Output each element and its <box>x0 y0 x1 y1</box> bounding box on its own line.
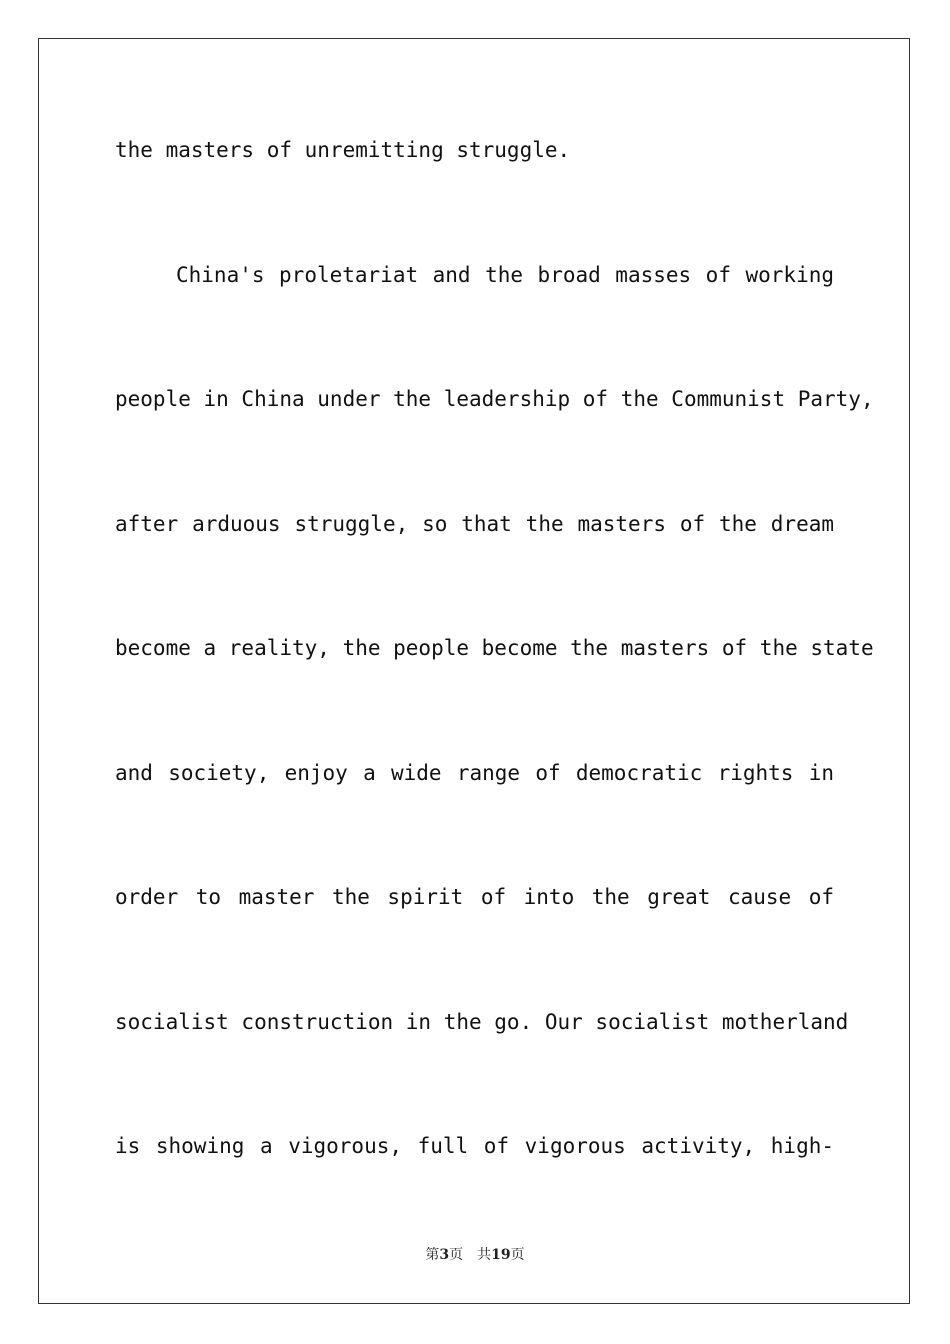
text-line: order to master the spirit of into the great cause of <box>115 885 834 909</box>
text-line: socialist construction in the go. Our socialist motherland <box>115 1010 849 1034</box>
text-line: the masters of unremitting struggle. <box>115 138 571 162</box>
footer-page-suffix: 页 <box>449 1247 464 1263</box>
footer-page-number: 3 <box>439 1247 450 1263</box>
text-line: and society, enjoy a wide range of democratic rights in <box>115 761 834 785</box>
page-footer <box>0 1246 950 1264</box>
text-line: people in China under the leadership of the Communist Party, <box>115 387 874 411</box>
footer-total-pages: 19 <box>491 1247 511 1263</box>
footer-total-prefix: 共 <box>477 1247 492 1263</box>
text-line: after arduous struggle, so that the masters of the dream <box>115 512 834 536</box>
paragraph-first-line: China's proletariat and the broad masses of working <box>176 263 834 287</box>
text-line: is showing a vigorous, full of vigorous activity, high- <box>115 1134 834 1158</box>
page-border <box>38 38 910 1304</box>
footer-total-suffix: 页 <box>510 1247 525 1263</box>
footer-page-prefix: 第 <box>425 1247 440 1263</box>
text-line: become a reality, the people become the masters of the state <box>115 636 874 660</box>
